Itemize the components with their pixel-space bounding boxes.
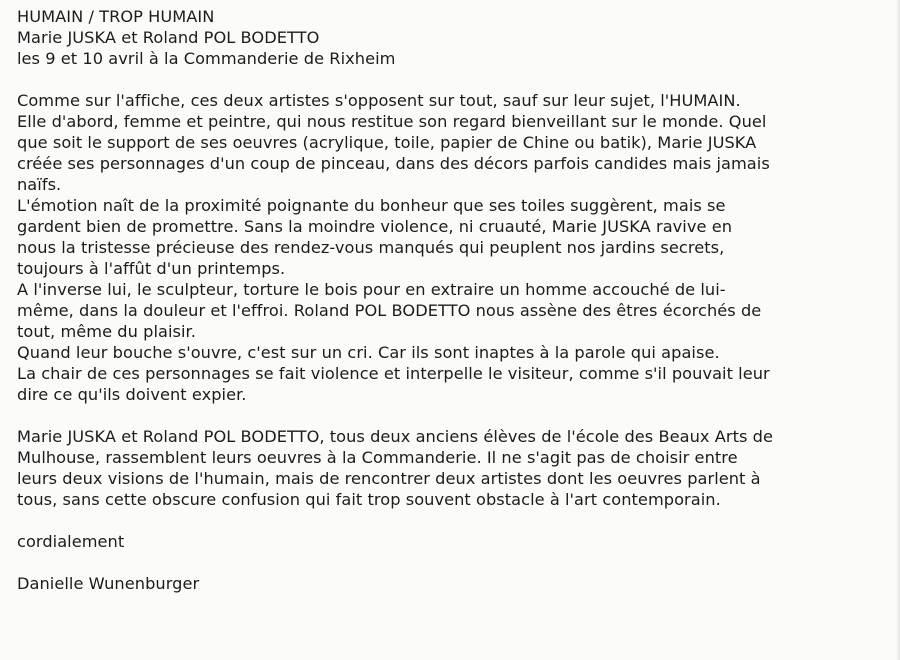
spacer bbox=[17, 69, 897, 90]
paragraph-line: Mulhouse, rassemblent leurs oeuvres à la Commanderie. Il ne s'agit pas de choisir entre bbox=[17, 448, 738, 467]
paragraph-line: Quand leur bouche s'ouvre, c'est sur un cri. Car ils sont inaptes à la parole qui apaise. bbox=[17, 343, 720, 362]
paragraph-line: tous, sans cette obscure confusion qui fait trop souvent obstacle à l'art contemporain. bbox=[17, 490, 721, 509]
paragraph-line: A l'inverse lui, le sculpteur, torture le bois pour en extraire un homme accouché de lui- bbox=[17, 280, 726, 299]
paragraph-line: Marie JUSKA et Roland POL BODETTO, tous deux anciens élèves de l'école des Beaux Arts de bbox=[17, 427, 773, 446]
event-line: les 9 et 10 avril à la Commanderie de Rixheim bbox=[17, 49, 396, 68]
paragraph-line: tout, même du plaisir. bbox=[17, 322, 196, 341]
paragraph-line: dire ce qu'ils doivent expier. bbox=[17, 385, 247, 404]
paragraph-line: Elle d'abord, femme et peintre, qui nous restitue son regard bienveillant sur le monde. Quel bbox=[17, 112, 767, 131]
artists-line: Marie JUSKA et Roland POL BODETTO bbox=[17, 28, 320, 47]
closing-greeting: cordialement bbox=[17, 532, 125, 551]
paragraph-line: L'émotion naît de la proximité poignante du bonheur que ses toiles suggèrent, mais se bbox=[17, 196, 726, 215]
paragraph-line: gardent bien de promettre. Sans la moindre violence, ni cruauté, Marie JUSKA ravive en bbox=[17, 217, 733, 236]
spacer bbox=[17, 552, 897, 573]
paragraph-line: naïfs. bbox=[17, 175, 62, 194]
document-title: HUMAIN / TROP HUMAIN bbox=[17, 7, 215, 26]
paragraph-line: que soit le support de ses oeuvres (acrylique, toile, papier de Chine ou batik), Marie JUSKA bbox=[17, 133, 757, 152]
document-text bbox=[17, 6, 897, 594]
paragraph-line: créée ses personnages d'un coup de pinceau, dans des décors parfois candides mais jamais bbox=[17, 154, 770, 173]
spacer bbox=[17, 510, 897, 531]
paragraph-line: toujours à l'affût d'un printemps. bbox=[17, 259, 286, 278]
paragraph-line: La chair de ces personnages se fait violence et interpelle le visiteur, comme s'il pouvait leur bbox=[17, 364, 770, 383]
signature: Danielle Wunenburger bbox=[17, 574, 200, 593]
paragraph-line: Comme sur l'affiche, ces deux artistes s'opposent sur tout, sauf sur leur sujet, l'HUMAIN. bbox=[17, 91, 741, 110]
paragraph-line: nous la tristesse précieuse des rendez-vous manqués qui peuplent nos jardins secrets, bbox=[17, 238, 725, 257]
paragraph-2 bbox=[17, 426, 897, 510]
paragraph-1 bbox=[17, 90, 897, 405]
paragraph-line: leurs deux visions de l'humain, mais de rencontrer deux artistes dont les oeuvres parlent à bbox=[17, 469, 761, 488]
paragraph-line: même, dans la douleur et l'effroi. Roland POL BODETTO nous assène des êtres écorchés de bbox=[17, 301, 762, 320]
spacer bbox=[17, 405, 897, 426]
